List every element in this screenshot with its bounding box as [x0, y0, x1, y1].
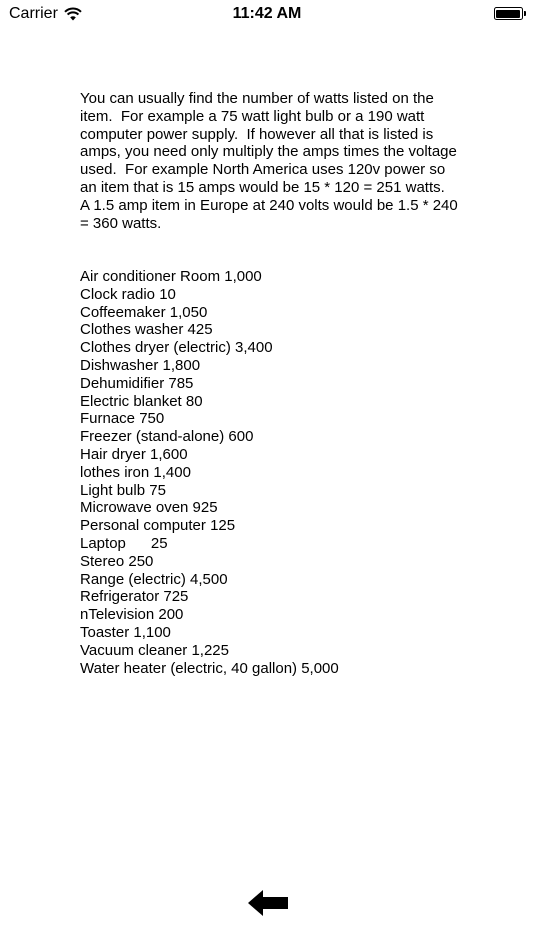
appliance-item: lothes iron 1,400 — [80, 463, 191, 481]
appliance-item: Clothes washer 425 — [80, 321, 213, 339]
appliance-item: Dishwasher 1,800 — [80, 356, 201, 374]
back-button[interactable] — [244, 885, 292, 921]
battery-icon — [494, 7, 527, 20]
appliance-item: Coffeemaker 1,050 — [80, 303, 208, 321]
appliance-item: Furnace 750 — [80, 410, 165, 428]
appliance-item: Vacuum cleaner 1,225 — [80, 641, 229, 659]
appliance-item: Clothes dryer (electric) 3,400 — [80, 339, 273, 357]
appliance-item: Range (electric) 4,500 — [80, 570, 228, 588]
watts-info-text[interactable] — [80, 90, 462, 677]
back-arrow-icon — [246, 888, 290, 918]
appliance-item: Laptop 25 — [80, 534, 168, 552]
appliance-item: Light bulb 75 — [80, 481, 166, 499]
appliance-list — [80, 268, 460, 677]
appliance-item: Stereo 250 — [80, 552, 154, 570]
section-spacer — [80, 232, 460, 268]
clock: 11:42 AM — [232, 5, 302, 22]
appliance-item: Toaster 1,100 — [80, 623, 171, 641]
appliance-item: Water heater (electric, 40 gallon) 5,000 — [80, 659, 339, 677]
appliance-item: Hair dryer 1,600 — [80, 445, 188, 463]
status-bar — [0, 0, 534, 28]
appliance-item: Clock radio 10 — [80, 285, 176, 303]
carrier-label: Carrier — [9, 5, 58, 22]
appliance-item: Air conditioner Room 1,000 — [80, 267, 262, 285]
appliance-item: Dehumidifier 785 — [80, 374, 194, 392]
intro-paragraph: You can usually find the number of watts listed on the item. For example a 75 watt light bulb or a 190 watt computer power supply. If however all that is listed is amps, you need only multiply the amps times the voltage used. For example North America uses 120v power so an item that is 15 amps would be 15 * 120 = 251 watts. A 1.5 amp item in Europe at 240 volts would be 1.5 * 240 = 360 watts. — [80, 90, 462, 232]
appliance-item: Microwave oven 925 — [80, 499, 218, 517]
appliance-item: Refrigerator 725 — [80, 588, 189, 606]
appliance-item: Personal computer 125 — [80, 517, 236, 535]
appliance-item: Freezer (stand-alone) 600 — [80, 428, 254, 446]
appliance-item: Electric blanket 80 — [80, 392, 203, 410]
appliance-item: nTelevision 200 — [80, 606, 184, 624]
